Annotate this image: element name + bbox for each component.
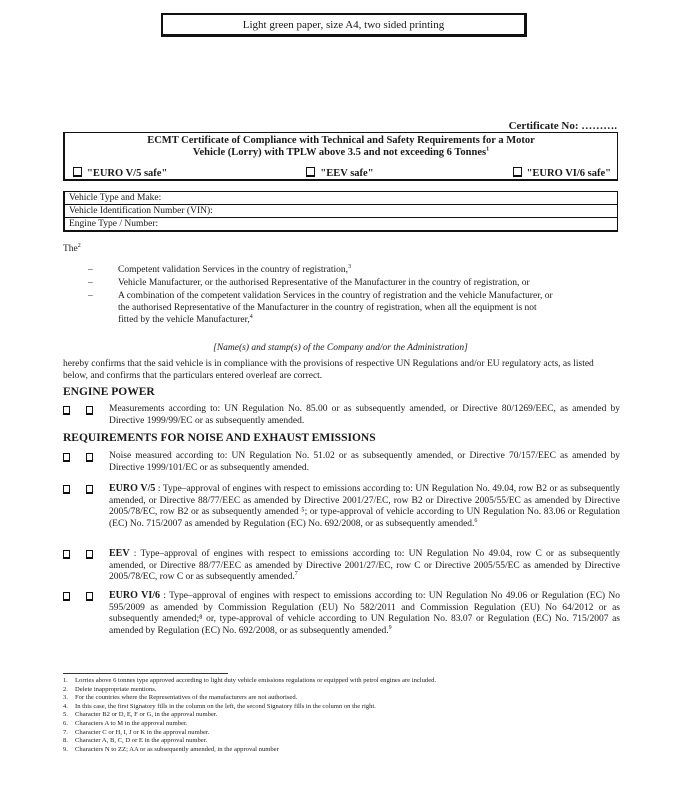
option-label: "EURO VI/6 safe" — [526, 168, 611, 179]
footnote-number: 4. — [63, 702, 68, 710]
checkbox-icon[interactable] — [306, 167, 315, 177]
dash-bullet: – — [88, 265, 93, 275]
footnote — [63, 694, 623, 703]
list-item-text — [118, 264, 351, 276]
requirement-euro-v5 — [63, 483, 620, 530]
requirement-eev — [63, 548, 620, 584]
footnote-number: 5. — [63, 711, 68, 719]
checkbox-icon[interactable] — [86, 485, 93, 494]
requirement-text — [109, 483, 620, 530]
engine-type-field[interactable]: Engine Type / Number: — [64, 218, 618, 232]
vin-field[interactable]: Vehicle Identification Number (VIN): — [64, 205, 618, 218]
option-label: "EEV safe" — [320, 168, 374, 179]
footnote — [63, 746, 623, 755]
certificate-number: Certificate No: ………. — [508, 120, 617, 132]
requirement-noise — [63, 451, 620, 474]
footnote-text: Characters N to ZZ; AA or as subsequently amended, in the approval number — [75, 745, 279, 753]
item-text: Competent validation Services in the country of registration, — [118, 265, 349, 275]
requirement-engine-power — [63, 404, 620, 427]
footnote-ref: 4 — [249, 313, 253, 320]
footnote — [63, 703, 623, 712]
list-item — [88, 290, 558, 326]
footnote — [63, 686, 623, 695]
list-item-text — [118, 290, 558, 326]
list-item-text — [118, 277, 530, 289]
list-item — [88, 277, 558, 289]
paper-instructions-banner — [161, 13, 527, 37]
requirement-euro-vi6 — [63, 590, 620, 637]
item-text: Measurements according to: UN Regulation No. 85.00 or as subsequently amended, or Directive 80/1269/EEC, as amended by Directive 1999/99/EC or as subsequently amended. — [109, 404, 620, 426]
item-text: : Type–approval of engines with respect to emissions according to: UN Regulation No 49.04, row C or as subsequently amended, or Directive 88/77/EEC as amended by Directive 2001/27/EC, row C or Directive 2005/55/EC as amended by Directive 2005/78/EC, row C or as subsequently amended. — [109, 549, 620, 582]
footnote-number: 9. — [63, 745, 68, 753]
checkbox-icon[interactable] — [63, 592, 70, 601]
footnote-ref: 6 — [474, 517, 478, 524]
vehicle-info-table — [63, 191, 618, 232]
item-text: : Type–approval of engines with respect to emissions according to: UN Regulation No 49.06 or Regulation (EC) No 595/2009 as amended by Commission Regulation (EU) No 582/2011 and Commission Regulation (EU) No 64/2012 or as subsequently amended;⁸ or, type-approval of vehicle according to UN Regulation No. 83.07 or Regulation (EC) No. 715/2007 as amended by Regulation (EC) No. 692/2008, or as subsequently amended. — [109, 591, 621, 636]
footnote-text: Character A, B, C, D or E in the approval number. — [75, 737, 208, 745]
title-footnote-ref: 1 — [486, 146, 490, 153]
footnote — [63, 729, 623, 738]
the-text: The — [63, 244, 78, 254]
banner-text: Light green paper, size A4, two sided printing — [242, 19, 445, 31]
checkbox-icon[interactable] — [73, 167, 82, 177]
footnotes — [63, 677, 623, 754]
requirement-text — [109, 590, 620, 637]
option-euro-v5[interactable] — [73, 167, 167, 179]
footnote-number: 6. — [63, 719, 68, 727]
footnote-text: Lorries above 6 tonnes type approved according to light duty vehicle emissions regulations or equipped with petrol engines are included. — [75, 677, 437, 684]
checkbox-icon[interactable] — [63, 406, 70, 415]
item-text: Noise measured according to: UN Regulation No. 51.02 or as subsequently amended, or Directive 70/157/EEC as amended by Directive 1999/101/EC or as subsequently amended. — [109, 451, 620, 473]
option-label: "EURO V/5 safe" — [87, 168, 168, 179]
checkbox-icon[interactable] — [63, 550, 70, 559]
certificate-title — [65, 135, 617, 159]
checkbox-icon[interactable] — [86, 592, 93, 601]
footnote-text: Character C or H, I, J or K in the approval number. — [75, 728, 210, 736]
table-row — [64, 205, 618, 218]
emissions-heading: REQUIREMENTS FOR NOISE AND EXHAUST EMISSIONS — [63, 432, 376, 444]
footnote-number: 7. — [63, 728, 68, 736]
footnote-number: 1. — [63, 677, 68, 684]
dash-bullet: – — [88, 291, 93, 301]
footnote — [63, 737, 623, 746]
requirement-text — [109, 451, 620, 474]
vehicle-type-field[interactable]: Vehicle Type and Make: — [64, 192, 618, 205]
title-line-1: ECMT Certificate of Compliance with Technical and Safety Requirements for a Motor — [147, 135, 535, 146]
item-text: A combination of the competent validation Services in the country of registration and the vehicle Manufacturer, or the authorised Representative of the Manufacturer in the country of registration, when all the equipment is not fitted by the vehicle Manufacturer, — [118, 291, 553, 325]
footnote-text: Character B2 or D, E, F or G, in the approval number. — [75, 711, 218, 719]
footnote-ref: 2 — [77, 242, 81, 249]
the-label — [63, 244, 81, 254]
footnote — [63, 677, 623, 686]
checkbox-icon[interactable] — [63, 453, 70, 462]
certificate-title-box — [63, 132, 618, 181]
safety-options — [73, 167, 611, 179]
footnote-ref: 3 — [348, 263, 352, 270]
footnote-text: In this case, the first Signatory fills in the column on the left, the second Signatory fills in the column on the right. — [75, 702, 376, 710]
footnote-text: Characters A to M in the approval number. — [75, 719, 188, 727]
footnote-separator — [63, 673, 228, 674]
checkbox-icon[interactable] — [86, 550, 93, 559]
checkbox-icon[interactable] — [63, 485, 70, 494]
checkbox-icon[interactable] — [86, 406, 93, 415]
dash-bullet: – — [88, 278, 93, 288]
footnote — [63, 720, 623, 729]
item-bold-label: EURO VI/6 — [109, 590, 161, 601]
signatory-list — [88, 264, 558, 327]
item-bold-label: EEV — [109, 548, 130, 559]
footnote-number: 2. — [63, 685, 68, 693]
stamp-line: [Name(s) and stamp(s) of the Company and/or the Administration] — [213, 343, 468, 353]
requirement-text — [109, 404, 620, 427]
footnote-ref: 9 — [388, 624, 392, 631]
list-item — [88, 264, 558, 276]
confirmation-paragraph: hereby confirms that the said vehicle is in compliance with the provisions of respective UN Regulations and/or EU regulatory acts, as listed below, and confirms that the particulars entered overleaf are correct. — [63, 359, 594, 381]
table-row — [64, 218, 618, 232]
checkbox-icon[interactable] — [86, 453, 93, 462]
item-bold-label: EURO V/5 — [109, 483, 156, 494]
footnote-text: Delete inappropriate mentions. — [75, 685, 157, 693]
title-line-2: Vehicle (Lorry) with TPLW above 3.5 and not exceeding 6 Tonnes — [192, 147, 487, 158]
footnote — [63, 711, 623, 720]
requirement-text — [109, 548, 620, 584]
item-text: Vehicle Manufacturer, or the authorised Representative of the Manufacturer in the country of registration, or — [118, 278, 530, 288]
engine-power-heading: ENGINE POWER — [63, 386, 155, 398]
option-euro-vi6[interactable] — [513, 167, 611, 179]
option-eev[interactable] — [306, 167, 373, 179]
footnote-ref: 7 — [294, 570, 298, 577]
item-text: : Type–approval of engines with respect to emissions according to: UN Regulation No. 49.04, row B2 or as subsequently amended, or Directive 88/77/EEC as amended by Directive 2001/27/EC, row B2 or Directive 2005/55/EC as amended by Directive 2005/78/EC, row B2 or as subsequently amended ⁵; or type-approval of vehicle according to UN Regulation No. 83.06 or Regulation (EC) No. 715/2007 as amended by Regulation (EC) No. 692/2008, or as subsequently amended. — [109, 484, 620, 529]
table-row — [64, 192, 618, 205]
footnote-text: For the countries where the Representatives of the manufacturers are not authorised. — [75, 694, 298, 702]
checkbox-icon[interactable] — [513, 167, 522, 177]
footnote-number: 3. — [63, 694, 68, 702]
footnote-number: 8. — [63, 737, 68, 745]
